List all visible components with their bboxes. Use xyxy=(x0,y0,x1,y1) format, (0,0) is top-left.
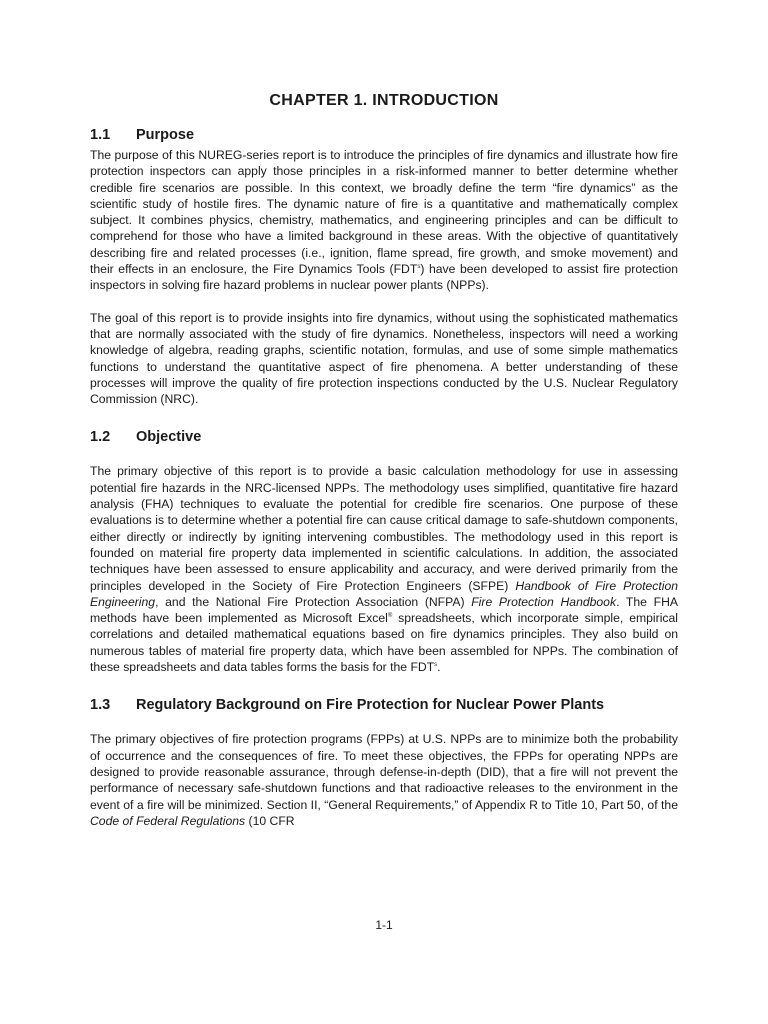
superscript: ® xyxy=(387,613,393,620)
purpose-paragraph-2: The goal of this report is to provide insights into fire dynamics, without using the sophisticated mathematics that are normally associated with the study of fire dynamics. Nonetheless, inspectors will need a working knowledge of algebra, reading graphs, scientific notation, formulas, and use of some simple mathematics functions to understand the quantitative aspect of fire phenomena. A better understanding of these processes will improve the quality of fire protection inspections conducted by the U.S. Nuclear Regulatory Commission (NRC). xyxy=(90,310,678,407)
chapter-title: CHAPTER 1. INTRODUCTION xyxy=(269,92,499,109)
page-number: 1-1 xyxy=(375,918,393,932)
objective-paragraph: The primary objective of this report is to provide a basic calculation methodology for use in assessing potential fire hazards in the NRC-licensed NPPs. The methodology uses simplified, quantitative fire hazard analysis (FHA) techniques to evaluate the potential for credible fire scenarios. One purpose of these evaluations is to determine whether a potential fire can cause critical damage to safe-shutdown components, either directly or indirectly by igniting intervening combustibles. The methodology used in this report is founded on material fire property data implemented in scientific calculations. In addition, the associated techniques have been assessed to ensure applicability and accuracy, and were derived primarily from the principles developed in the Society of Fire Protection Engineers (SFPE) Handbook of Fire Protection Engineering, and the National Fire Protection Association (NFPA) Fire Protection Handbook. The FHA methods have been implemented as Microsoft Excel® spreadsheets, which incorporate simple, empirical correlations and detailed mathematical equations based on fire dynamics principles. They also build on numerous tables of material fire property data, which have been assembled for NPPs. The combination of these spreadsheets and data tables forms the basis for the FDT$^s$. xyxy=(90,464,679,675)
section-title: Objective xyxy=(136,429,202,446)
section-number: 1.3 xyxy=(90,697,111,714)
document-page xyxy=(90,92,678,829)
section-number: 1.1 xyxy=(90,127,111,143)
section-heading-purpose xyxy=(90,127,678,143)
section-number: 1.2 xyxy=(90,429,111,446)
superscript: s xyxy=(417,264,421,271)
superscript: s xyxy=(434,661,438,668)
regulatory-paragraph: The primary objectives of fire protection programs (FPPs) at U.S. NPPs are to minimize both the probability of occurrence and the consequences of fire. To meet these objectives, the FPPs for operating NPPs are designed to provide reasonable assurance, through defense-in-depth (DID), that a fire will not prevent the performance of necessary safe-shutdown functions and that radioactive releases to the environment in the event of a fire will be minimized. Section II, “General Requirements,” of Appendix R to Title 10, Part 50, of the Code of Federal Regulations (10 CFR xyxy=(90,732,678,828)
purpose-paragraph-1: The purpose of this NUREG-series report is to introduce the principles of fire dynamics and illustrate how fire protection inspectors can apply those principles in a risk-informed manner to better determine whether credible fire scenarios are possible. In this context, we broadly define the term “fire dynamics” as the scientific study of hostile fires. The dynamic nature of fire is a quantitative and mathematically complex subject. It combines physics, chemistry, mathematics, and engineering principles and can be difficult to comprehend for those who have a limited background in these areas. With the objective of quantitatively describing fire and related processes (i.e., ignition, flame spread, fire growth, and smoke movement) and their effects in an enclosure, the Fire Dynamics Tools (FDT$^s$) have been developed to assist fire protection inspectors in solving fire hazard problems in nuclear power plants (NPPs). xyxy=(90,148,678,293)
section-heading-objective xyxy=(90,429,678,445)
section-heading-regulatory-background xyxy=(90,697,678,713)
section-title: Regulatory Background on Fire Protection for Nuclear Power Plants xyxy=(136,697,605,714)
section-title: Purpose xyxy=(136,127,195,143)
